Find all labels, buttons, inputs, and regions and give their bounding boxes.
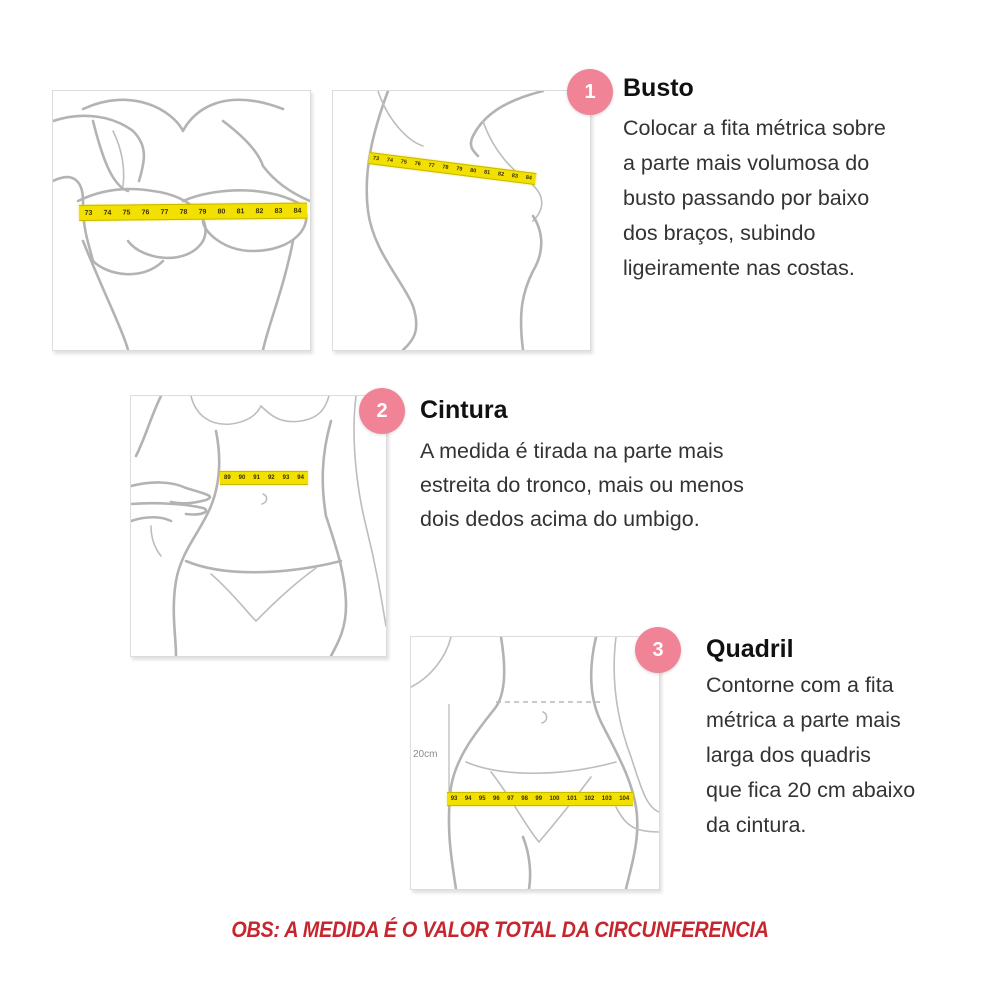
circumference-note: OBS: A MEDIDA É O VALOR TOTAL DA CIRCUNFERENCIA [231, 917, 769, 942]
bust-side-silhouette [333, 91, 590, 350]
tape-measure: 73 74 75 76 77 78 79 80 81 82 83 84 [79, 203, 307, 221]
hip-silhouette [411, 637, 659, 889]
section-title-waist: Cintura [420, 396, 508, 424]
waist-illustration [130, 395, 387, 657]
waist-silhouette [131, 396, 386, 656]
step-badge-3: 3 [635, 627, 681, 673]
step-badge-1: 1 [567, 69, 613, 115]
step-badge-2: 2 [359, 388, 405, 434]
hip-illustration [410, 636, 660, 890]
section-text-waist: A medida é tirada na parte mais estreita do tronco, mais ou menos dois dedos acima do umbigo. [420, 439, 744, 531]
distance-label: 20cm [413, 749, 438, 760]
bust-side-illustration [332, 90, 591, 351]
section-title-bust: Busto [623, 74, 694, 102]
section-text-hip: Contorne com a fita métrica a parte mais larga dos quadris que fica 20 cm abaixo da cintura. [706, 673, 916, 837]
tape-measure: 73 74 75 76 77 78 79 80 81 82 83 84 [368, 152, 536, 185]
tape-measure: 89 90 91 92 93 94 [220, 471, 308, 485]
section-title-hip: Quadril [706, 635, 794, 663]
tape-measure: 93 94 95 96 97 98 99 100 101 102 103 104 [447, 792, 633, 806]
section-text-bust: Colocar a fita métrica sobre a parte mais volumosa do busto passando por baixo dos braços, subindo ligeiramente nas costas. [623, 116, 886, 280]
bust-front-illustration [52, 90, 311, 351]
